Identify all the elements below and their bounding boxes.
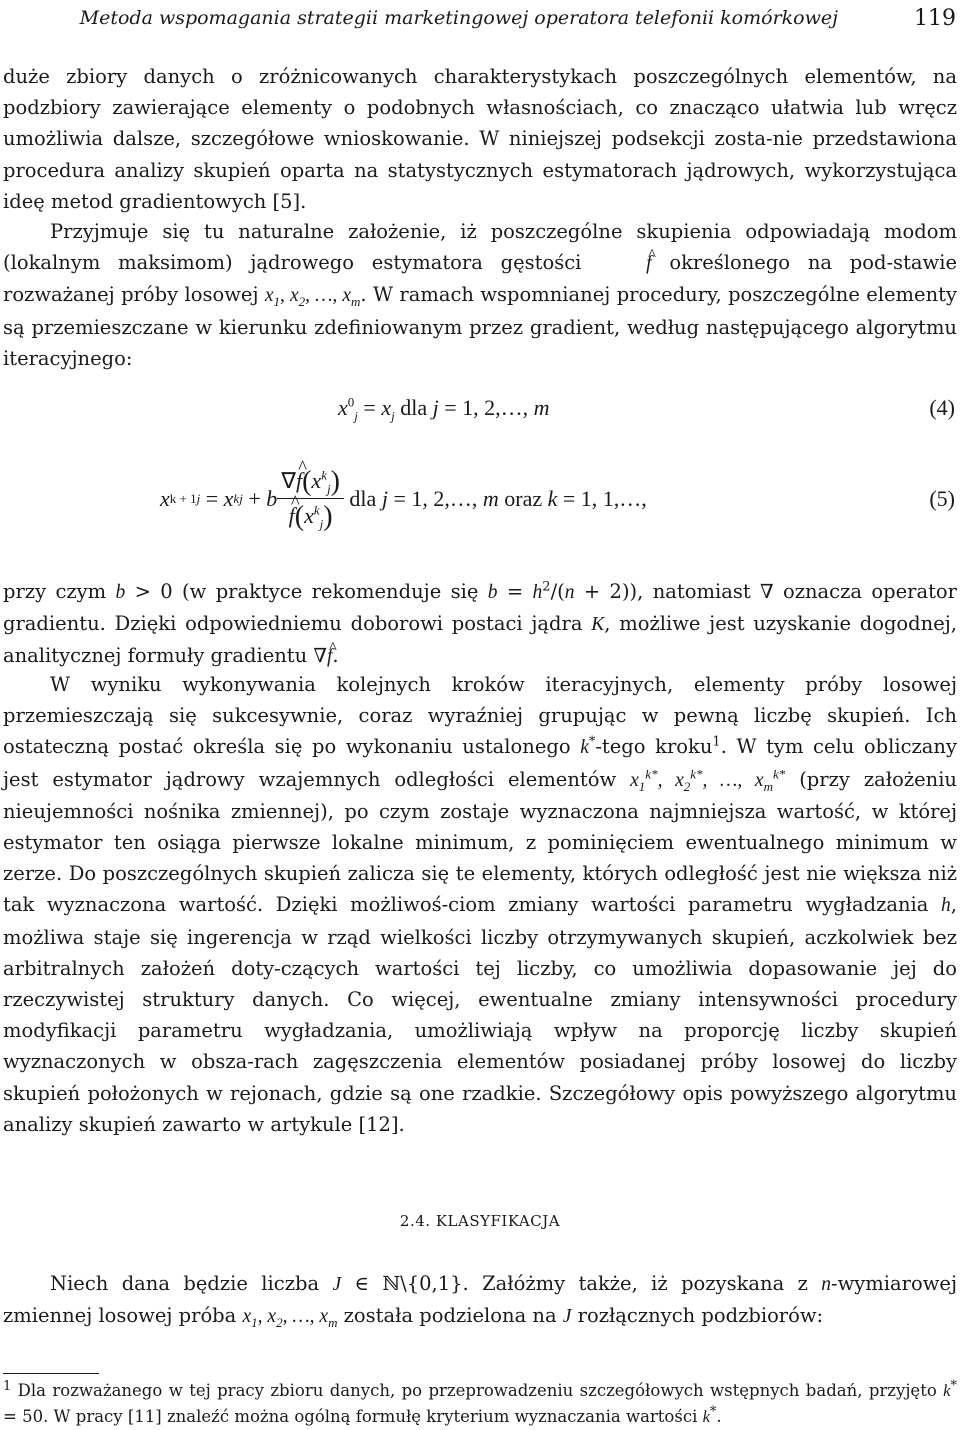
paragraph-5: Niech dana będzie liczba J ∈ ℕ\{0,1}. Załóżmy także, iż pozyskana z n-wymiarowej zmiennej losowej próba $x_1$, $x_2$, …, $x_m$ została podzielona na J rozłącznych podzbiorów: xyxy=(3,1272,957,1331)
footnote-mark: 1 xyxy=(3,1379,12,1395)
paragraph-text: duże zbiory danych o zróżnicowanych charakterystykach poszczególnych elementów, na podzbiory zawierające elementy o podobnych własnościach, co znacząco ułatwia lub wręcz umożliwia dalsze, szczegółowe wnioskowanie. W niniejszej podsekcji zosta-nie przedstawiona procedura analizy skupień oparta na statystycznych estymatorach jądrowych, wykorzystująca ideę metod gradientowych [5]. xyxy=(3,65,957,213)
section-heading: 2.4. KLASYFIKACJA xyxy=(399,1212,561,1230)
running-title: Metoda wspomagania strategii marketingowej operatora telefonii komórkowej xyxy=(79,7,838,29)
page-number: 119 xyxy=(914,6,956,31)
paragraph-2: Przyjmuje się tu naturalne założenie, iż poszczególne skupienia odpowiadają modom (lokalnym maksimom) jądrowego estymatora gęstości ^ f określonego na pod-stawie rozważanej próby losowej $x_1$, $x_2$, …, $x_m$. W ramach wspomnianej procedury, poszczególne elementy są przemieszczane w kierunku zdefiniowanym przez gradient, według następującego algorytmu iteracyjnego: xyxy=(3,216,957,374)
equation-5: x k + 1 j = x k j + b ∇^ $f(x^k_j)$ ^ $f(x^k_j)$ dla j = 1, 2,…, m oraz k = 1, 1,…, xyxy=(160,454,647,544)
equation-5-number: (5) xyxy=(929,486,955,511)
sample-symbol: $x_1$, $x_2$, …, $x_m$ xyxy=(242,1306,338,1331)
page-header xyxy=(0,6,960,50)
equation-4-number: (4) xyxy=(929,395,955,420)
paragraph-4: W wyniku wykonywania kolejnych kroków iteracyjnych, elementy próby losowej przemieszczają się sukcesywnie, coraz wyraźniej grupując w pewną liczbę skupień. Ich ostateczną postać określa się po wykonaniu ustalonego k*-tego kroku$^1$. W tym celu obliczany jest estymator jądrowy wzajemnych odległości elementów $x_1^{k*}$, $x_2^{k*}$, …, $x_m^{k*}$ (przy założeniu nieujemności nośnika zmiennej), po czym zostaje wyznaczona najmniejsza wartość, w której estymator ten osiąga pierwsze lokalne minimum, z pominięciem ewentualnego minimum w zerze. Do poszczególnych skupień zalicza się te elementy, których odległość jest nie większa niż tak wyznaczona wartość. Dzięki możliwoś-ciom zmiany wartości parametru wygładzania h, możliwa staje się ingerencja w rząd wielkości liczby otrzymywanych skupień, aczkolwiek bez arbitralnych założeń doty-czących wartości tej liczby, co umożliwia dopasowanie jej do rzeczywistej struktury danych. Co więcej, ewentualne zmiany intensywności procedury modyfikacji parametru wygładzania, umożliwiają wpływ na proporcję liczby skupień wyznaczonych w obsza-rach zagęszczenia elementów posiadanej próby losowej do liczby skupień położonych w rejonach, gdzie są one rzadkie. Szczegółowy opis powyższego algorytmu analizy skupień zawarto w artykule [12]. xyxy=(3,673,957,1136)
equation-4: $x^0_j = x_j$ dla j = 1, 2,…, m xyxy=(338,394,550,424)
paragraph-3: przy czym b > 0 (w praktyce rekomenduje się $b = h^2/(n + 2)$), natomiast ∇ oznacza operator gradientu. Dzięki odpowiedniemu doborowi postaci jądra K, możliwe jest uzyskanie dogodnej, analitycznej formuły gradientu ∇^ f. xyxy=(3,576,957,673)
distance-elements: $x_1^{k*}$, $x_2^{k*}$, …, $x_m^{k*}$ xyxy=(630,766,786,794)
f-hat-symbol: ^ f xyxy=(599,248,651,279)
footnote: $^1$ Dla rozważanego w tej pracy zbioru danych, po przeprowadzeniu szczegółowych wstępnych badań, przyjęto k* = 50. W pracy [11] znaleźć można ogólną formułę kryterium wyznaczania wartości k*. xyxy=(3,1378,957,1426)
footnote-rule xyxy=(3,1373,99,1374)
sample-symbol: $x_1$, $x_2$, …, $x_m$ xyxy=(264,285,361,310)
paragraph-1 xyxy=(3,61,957,217)
gradient-fraction: ∇^ $f(x^k_j)$ ^ $f(x^k_j)$ xyxy=(277,466,344,533)
footnote-reference[interactable]: 1 xyxy=(712,734,721,750)
